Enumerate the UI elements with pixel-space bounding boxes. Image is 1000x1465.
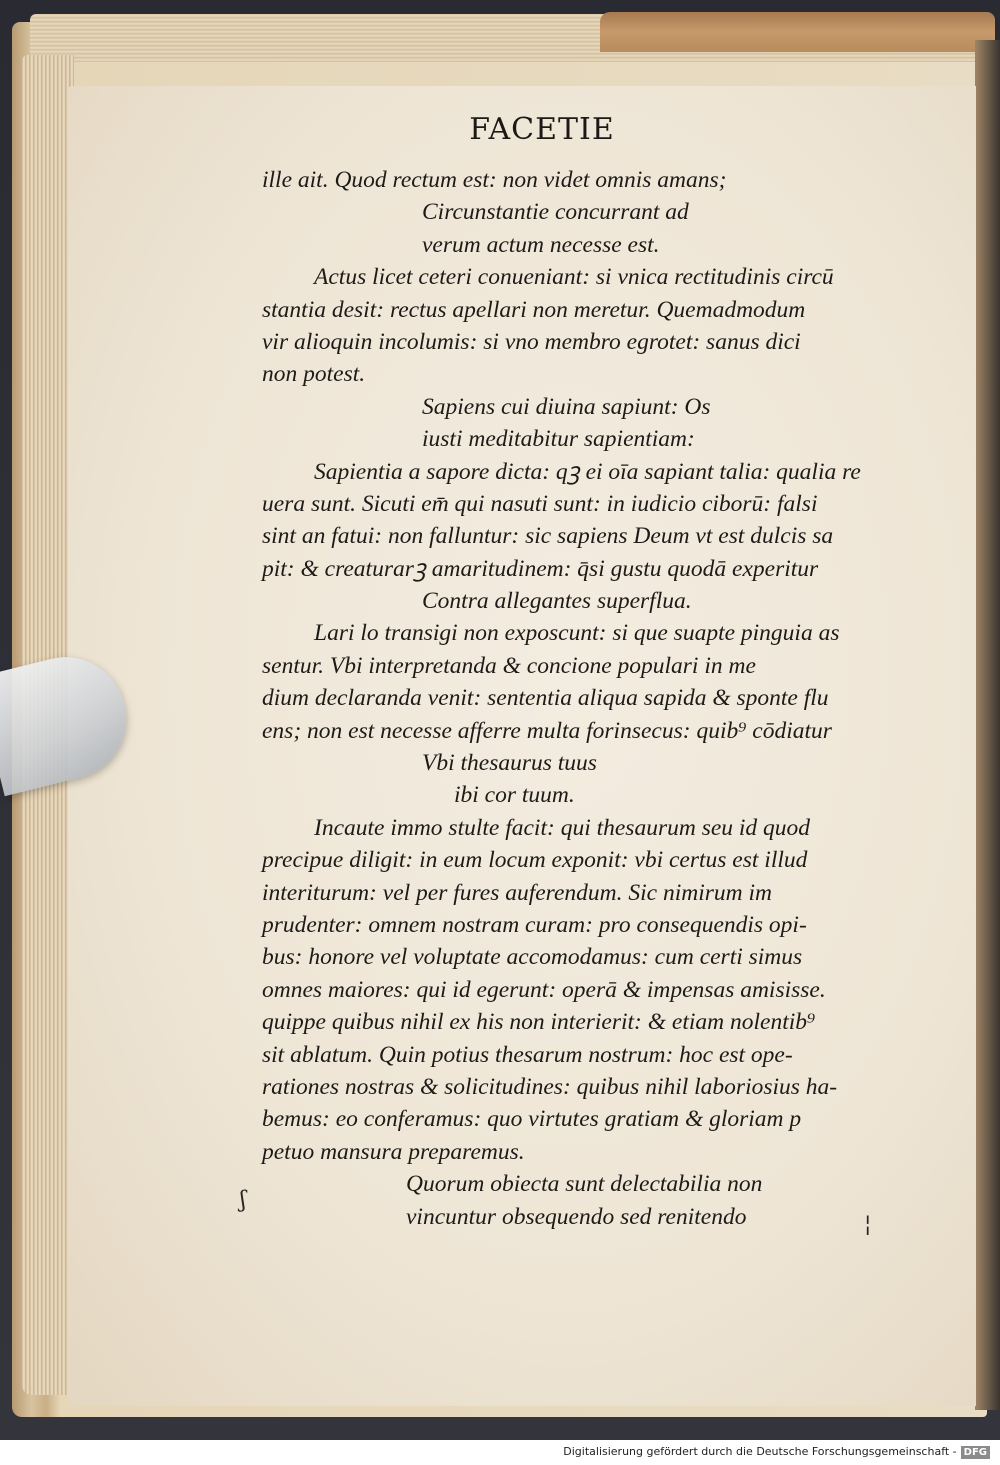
- text-line: Vbi thesaurus tuus: [422, 750, 597, 777]
- text-line: stantia desit: rectus apellari non meretur. Quemadmodum: [262, 296, 806, 323]
- text-line: Actus licet ceteri conueniant: si vnica rectitudinis circū: [314, 264, 834, 291]
- text-line: verum actum necesse est.: [422, 231, 660, 258]
- text-line: omnes maiores: qui id egerunt: operā & impensas amisisse.: [262, 976, 826, 1003]
- text-line: Quorum obiecta sunt delectabilia non: [406, 1171, 763, 1198]
- text-line: Contra allegantes superflua.: [422, 588, 692, 615]
- text-line: sentur. Vbi interpretanda & concione populari in me: [262, 652, 756, 679]
- text-line: Sapientia a sapore dicta: qꝫ ei oīa sapiant talia: qualia re: [314, 458, 861, 485]
- text-line: bemus: eo conferamus: quo virtutes gratiam & gloriam p: [262, 1106, 802, 1133]
- text-line: Incaute immo stulte facit: qui thesaurum seu id quod: [314, 814, 811, 841]
- text-line: ille ait. Quod rectum est: non videt omnis amans;: [262, 167, 727, 193]
- text-line: iusti meditabitur sapientiam:: [422, 426, 695, 453]
- text-line: quippe quibus nihil ex his non interierit: & etiam nolentib⁹: [262, 1009, 816, 1036]
- text-line: interiturum: vel per fures auferendum. Sic nimirum im: [262, 879, 772, 906]
- text-block: [262, 164, 912, 1233]
- text-line: uera sunt. Sicuti em̄ qui nasuti sunt: in iudicio ciborū: falsi: [262, 490, 818, 517]
- running-head: FACETIE: [469, 112, 615, 147]
- text-line: Lari lo transigi non exposcunt: si que suapte pinguia as: [314, 620, 840, 647]
- text-line: Circunstantie concurrant ad: [422, 199, 689, 226]
- footer-bar: [0, 1440, 1000, 1465]
- gutter-shadow: [975, 40, 1000, 1410]
- margin-mark: ʃ: [240, 1188, 246, 1213]
- text-line: vir alioquin incolumis: si vno membro egrotet: sanus dici: [262, 328, 801, 355]
- text-line: sint an fatui: non falluntur: sic sapiens Deum vt est dulcis sa: [262, 523, 834, 550]
- text-line: ibi cor tuum.: [454, 782, 575, 809]
- text-line: non potest.: [262, 361, 366, 388]
- text-line: prudenter: omnem nostram curam: pro consequendis opi-: [262, 911, 807, 938]
- text-line: ens; non est necesse afferre multa forinsecus: quib⁹ cōdiatur: [262, 717, 832, 744]
- text-line: Sapiens cui diuina sapiunt: Os: [422, 393, 711, 420]
- text-line: vincuntur obsequendo sed renitendo: [406, 1203, 747, 1230]
- text-line: rationes nostras & solicitudines: quibus nihil laboriosius ha-: [262, 1073, 838, 1100]
- margin-mark: ¦: [864, 1212, 872, 1237]
- spine-leather: [600, 12, 995, 52]
- text-line: petuo mansura preparemus.: [262, 1138, 525, 1165]
- dfg-logo: DFG: [961, 1446, 990, 1459]
- footer-credit: Digitalisierung gefördert durch die Deutsche Forschungsgemeinschaft -: [563, 1445, 957, 1458]
- text-line: dium declaranda venit: sententia aliqua sapida & sponte flu: [262, 685, 829, 712]
- text-line: pit: & creaturarꝫ amaritudinem: q̄si gustu quodā experitur: [262, 555, 819, 582]
- text-line: sit ablatum. Quin potius thesarum nostrum: hoc est ope-: [262, 1041, 793, 1068]
- text-line: precipue diligit: in eum locum exponit: vbi certus est illud: [262, 847, 808, 874]
- text-line: bus: honore vel voluptate accomodamus: cum certi simus: [262, 944, 803, 971]
